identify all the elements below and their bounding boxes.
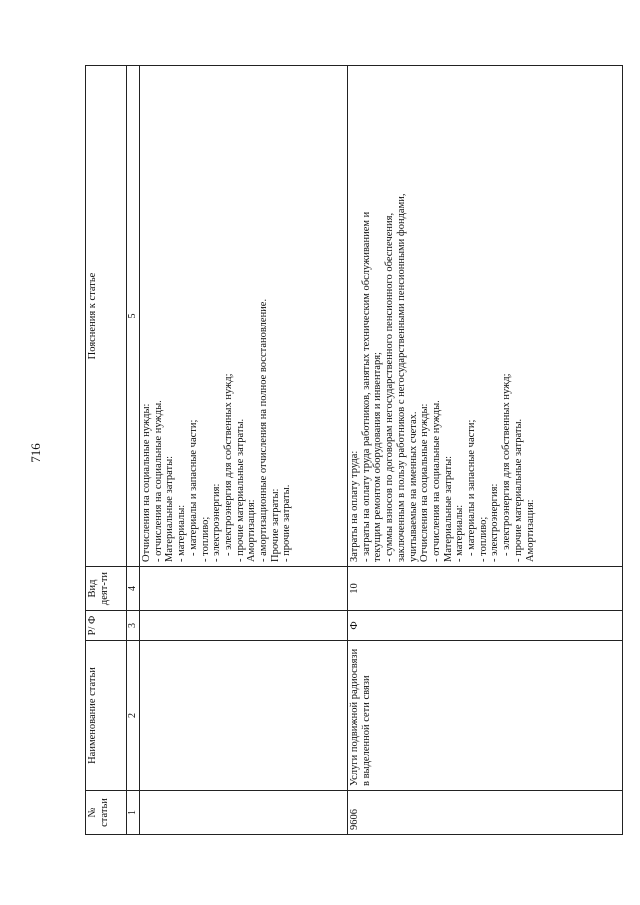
table-row bbox=[140, 66, 348, 835]
explanation-line: Отчисления на социальные нужды: bbox=[141, 403, 152, 562]
explanation-line: - прочие затраты. bbox=[281, 484, 293, 562]
page-number: 716 bbox=[28, 443, 43, 463]
header-article-name: Наименование статьи bbox=[86, 641, 127, 791]
explanation-line: Амортизация: bbox=[246, 499, 258, 562]
explanation-line: учитываемые на именных счетах. bbox=[407, 411, 419, 562]
header-activity-type: Вид деят-ти bbox=[86, 567, 127, 611]
explanation-line: - материалы и запасные части; bbox=[187, 419, 199, 556]
explanation-line: - амортизационные отчисления на полное восстановление. bbox=[258, 298, 270, 562]
explanation-line: - топливо; bbox=[199, 516, 211, 562]
header-article-number: № статьи bbox=[86, 791, 127, 835]
article-name-cell bbox=[140, 641, 348, 791]
column-number: 1 bbox=[127, 791, 140, 835]
explanation-line: - прочие материальные затраты. bbox=[512, 418, 524, 562]
column-number: 4 bbox=[127, 567, 140, 611]
explanation-line: Отчисления на социальные нужды: bbox=[419, 403, 431, 562]
explanation-line: - электроэнергия для собственных нужд; bbox=[222, 373, 234, 556]
column-number-row bbox=[127, 66, 140, 835]
explanation-line: - материалы и запасные части; bbox=[466, 419, 478, 556]
explanation-line: - прочие материальные затраты. bbox=[234, 418, 246, 562]
activity-type-cell: 10 bbox=[348, 567, 623, 611]
explanation-line: Амортизация: bbox=[524, 499, 536, 562]
activity-type-cell bbox=[140, 567, 348, 611]
header-explanation: Пояснения к статье bbox=[86, 66, 127, 567]
explanation-cell bbox=[348, 66, 623, 567]
article-number-cell: 9606 bbox=[348, 791, 623, 835]
explanation-line: Прочие затраты: bbox=[269, 488, 281, 562]
explanation-line: - отчисления на социальные нужды. bbox=[152, 400, 164, 562]
explanation-line: - электроэнергия: bbox=[211, 483, 223, 562]
explanation-line: - топливо; bbox=[477, 516, 489, 562]
explanation-line: Материальные затраты: bbox=[164, 455, 176, 562]
header-rf: Р/ Ф bbox=[86, 611, 127, 641]
explanation-line: текущим ремонтом оборудования и инвентаря; bbox=[372, 352, 384, 562]
column-number: 2 bbox=[127, 641, 140, 791]
explanation-cell bbox=[140, 66, 348, 567]
column-number: 5 bbox=[127, 66, 140, 567]
explanation-line: - отчисления на социальные нужды. bbox=[430, 400, 442, 562]
explanation-line: Материальные затраты: bbox=[442, 455, 454, 562]
table-header-row bbox=[86, 66, 127, 835]
explanation-line: - электроэнергия для собственных нужд; bbox=[501, 373, 513, 556]
article-number-cell bbox=[140, 791, 348, 835]
column-number: 3 bbox=[127, 611, 140, 641]
article-name-cell: Услуги подвижной радиосвязи в выделенной сети связи bbox=[348, 641, 623, 791]
rf-cell: Ф bbox=[348, 611, 623, 641]
explanation-line: - электроэнергия: bbox=[489, 483, 501, 562]
explanation-line: Затраты на оплату труда: bbox=[349, 450, 360, 562]
explanation-line: заключенным в пользу работников с негосударственными пенсионными фондами, bbox=[395, 193, 407, 562]
articles-table bbox=[85, 65, 623, 835]
explanation-line: - затраты на оплату труда работников, занятых техническим обслуживанием и bbox=[360, 211, 372, 562]
explanation-line: - материалы: bbox=[176, 504, 188, 562]
rotated-table-container bbox=[85, 65, 620, 835]
explanation-line: - материалы: bbox=[454, 504, 466, 562]
rf-cell bbox=[140, 611, 348, 641]
explanation-line: - суммы взносов по договорам негосударственного пенсионного обеспечения, bbox=[384, 212, 396, 562]
table-row bbox=[348, 66, 623, 835]
